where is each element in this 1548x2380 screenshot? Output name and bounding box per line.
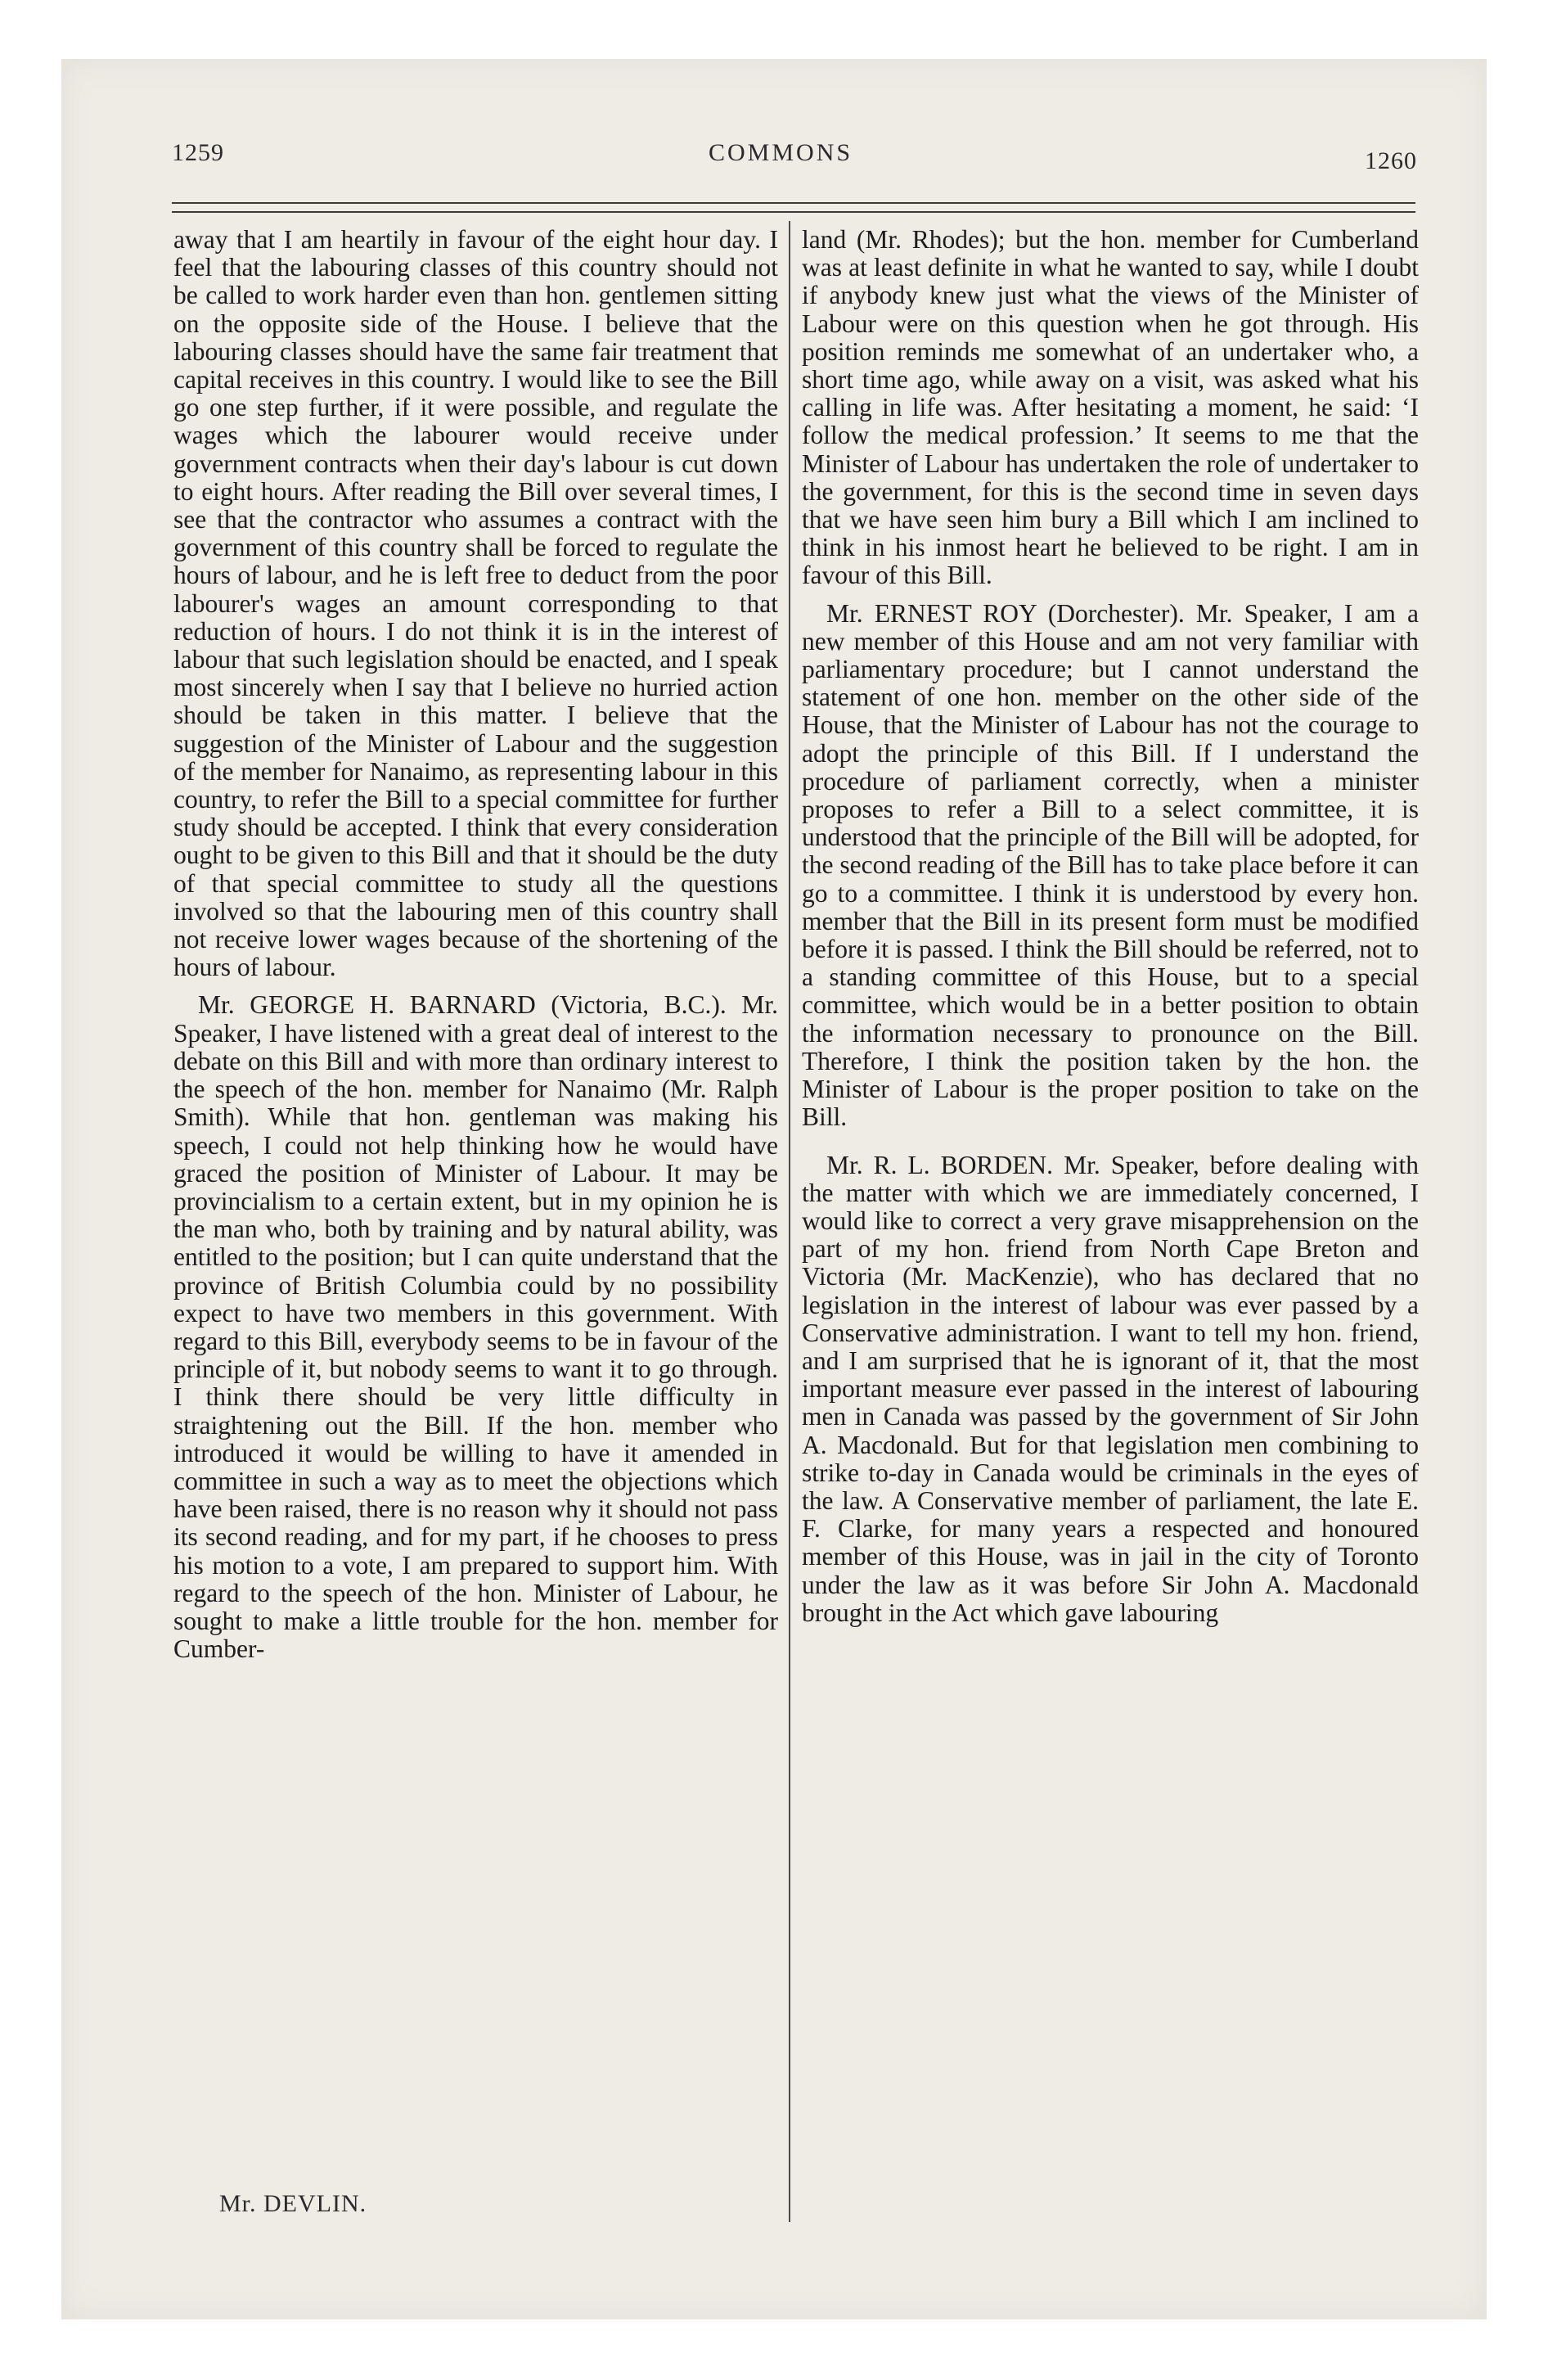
right-column (802, 226, 1419, 1627)
footer-speaker: Mr. DEVLIN. (219, 2190, 367, 2217)
left-column (173, 226, 778, 1663)
page-number-left: 1259 (172, 139, 224, 166)
page-number-right: 1260 (1365, 147, 1417, 174)
right-paragraph-1: land (Mr. Rhodes); but the hon. member for Cumberland was at least definite in what he wanted to say, while I doubt if anybody knew just what the views of the Minister of Labour were on this question when he got through. His position reminds me somewhat of an undertaker who, a short time ago, while away on a visit, was asked what his calling in life was. After hesitating a moment, he said: ‘I follow the medical profession.’ It seems to me that the Minister of Labour has undertaken the role of undertaker to the government, for this is the second time in seven days that we have seen him bury a Bill which I am inclined to think in his inmost heart he believed to be right. I am in favour of this Bill. (802, 225, 1419, 590)
running-head: COMMONS (709, 139, 853, 166)
column-divider (789, 221, 790, 2222)
right-paragraph-2: Mr. ERNEST ROY (Dorchester). Mr. Speaker, I am a new member of this House and am not very familiar with parliamentary procedure; but I cannot understand the statement of one hon. member on the other side of the House, that the Minister of Labour has not the courage to adopt the principle of this Bill. If I understand the procedure of parliament correctly, when a minister proposes to refer a Bill to a select committee, it is understood that the principle of the Bill will be adopted, for the second reading of the Bill has to take place before it can go to a committee. I think it is understood by every hon. member that the Bill in its present form must be modified before it is passed. I think the Bill should be referred, not to a standing committee of this House, but to a special committee, which would be in a better position to obtain the information necessary to pronounce on the Bill. Therefore, I think the position taken by the hon. the Minister of Labour is the proper position to take on the Bill. (802, 598, 1419, 1132)
right-paragraph-3: Mr. R. L. BORDEN. Mr. Speaker, before dealing with the matter with which we are immediately concerned, I would like to correct a very grave misapprehension on the part of my hon. friend from North Cape Breton and Victoria (Mr. MacKenzie), who has declared that no legislation in the interest of labour was ever passed by a Conservative administration. I want to tell my hon. friend, and I am surprised that he is ignorant of it, that the most important measure ever passed in the interest of labouring men in Canada was passed by the government of Sir John A. Macdonald. But for that legislation men combining to strike to-day in Canada would be criminals in the eyes of the law. A Conservative member of parliament, the late E. F. Clarke, for many years a respected and honoured member of this House, was in jail in the city of Toronto under the law as it was before Sir John A. Macdonald brought in the Act which gave labouring (802, 1150, 1419, 1627)
left-paragraph-1: away that I am heartily in favour of the eight hour day. I feel that the labouring classes of this country should not be called to work harder even than hon. gentlemen sitting on the opposite side of the House. I believe that the labouring classes should have the same fair treatment that capital receives in this country. I would like to see the Bill go one step further, if it were possible, and regulate the wages which the labourer would receive under government contracts when their day's labour is cut down to eight hours. After reading the Bill over several times, I see that the contractor who assumes a contract with the government of this country shall be forced to regulate the hours of labour, and he is left free to deduct from the poor labourer's wages an amount corresponding to that reduction of hours. I do not think it is in the interest of labour that such legislation should be enacted, and I speak most sincerely when I say that I believe no hurried action should be taken in this matter. I believe that the suggestion of the Minister of Labour and the suggestion of the member for Nanaimo, as representing labour in this country, to refer the Bill to a special committee for further study should be accepted. I think that every consideration ought to be given to this Bill and that it should be the duty of that special committee to study all the questions involved so that the labouring men of this country shall not receive lower wages because of the shortening of the hours of labour. (173, 225, 778, 982)
header-rule-bottom (172, 211, 1415, 213)
left-paragraph-2: Mr. GEORGE H. BARNARD (Victoria, B.C.). Mr. Speaker, I have listened with a great deal of interest to the debate on this Bill and with more than ordinary interest to the speech of the hon. member for Nanaimo (Mr. Ralph Smith). While that hon. gentleman was making his speech, I could not help thinking how he would have graced the position of Minister of Labour. It may be provincialism to a certain extent, but in my opinion he is the man who, both by training and by natural ability, was entitled to the position; but I can quite understand that the province of British Columbia could by no possibility expect to have two members in this government. With regard to this Bill, everybody seems to be in favour of the principle of it, but nobody seems to want it to go through. I think there should be very little difficulty in straightening out the Bill. If the hon. member who introduced it would be willing to have it amended in committee in such a way as to meet the objections which have been raised, there is no reason why it should not pass its second reading, and for my part, if he chooses to press his motion to a vote, I am prepared to support him. With regard to the speech of the hon. Minister of Labour, he sought to make a little trouble for the hon. member for Cumber- (173, 990, 778, 1664)
header-rule-top (172, 202, 1415, 204)
